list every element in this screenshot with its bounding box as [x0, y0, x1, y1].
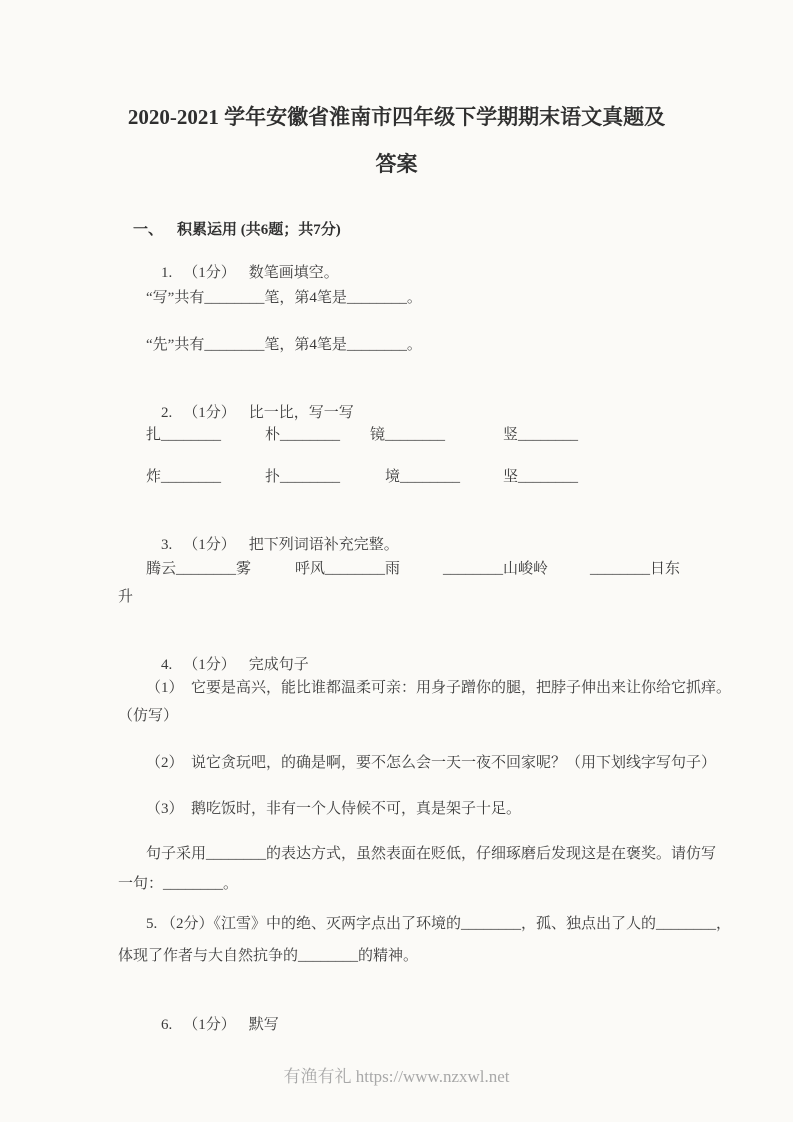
question-4-number: 4. [161, 657, 173, 673]
watermark-url: 有渔有礼 https://www.nzxwl.net [283, 1067, 510, 1086]
question-3-number: 3. [161, 537, 173, 553]
idiom-item: ________日东 [590, 561, 681, 577]
question-4-sub2: （2） 说它贪玩吧，的确是啊，要不怎么会一天一夜不回家呢？（用下划线字写句子） [146, 755, 717, 771]
idiom-item: 呼风________雨 [295, 561, 401, 577]
question-5-line-2: 体现了作者与大自然抗争的________的精神。 [118, 948, 419, 964]
idiom-item: ________山峻岭 [443, 561, 549, 577]
document-title-line-2: 答案 [375, 152, 418, 176]
compare-item: 扑________ [265, 469, 341, 485]
question-1-stem: 数笔画填空。 [248, 265, 339, 281]
document-title-line-1: 2020-2021 学年安徽省淮南市四年级下学期期末语文真题及 [127, 105, 666, 129]
compare-item: 竖________ [503, 427, 579, 443]
question-1-blank-line-xian: “先”共有________笔，第4笔是________。 [146, 337, 422, 353]
compare-item: 炸________ [146, 469, 222, 485]
question-1-number: 1. [161, 265, 173, 281]
question-2-number: 2. [161, 405, 173, 421]
question-2-compare-row-2 [0, 466, 793, 488]
question-1-blank-line-xie: “写”共有________笔，第4笔是________。 [146, 290, 422, 306]
question-6-header [146, 992, 279, 1058]
question-4-score: （1分） [183, 657, 236, 673]
question-2-compare-row-1 [0, 424, 793, 446]
compare-item: 扎________ [146, 427, 222, 443]
question-4-stem: 完成句子 [248, 657, 309, 673]
question-4-sub3: （3） 鹅吃饭时，非有一个人侍候不可，真是架子十足。 [146, 801, 522, 817]
idiom-item: 腾云________雾 [146, 561, 252, 577]
question-6-score: （1分） [183, 1017, 236, 1033]
question-2-score: （1分） [183, 405, 236, 421]
question-3-wrap-char: 升 [118, 589, 134, 605]
section-title: 积累运用 (共6题；共7分) [177, 222, 341, 238]
question-4-followup-line-1: 句子采用________的表达方式，虽然表面在贬低，仔细琢磨后发现这是在褒奖。请仿写 [146, 846, 717, 862]
compare-item: 境________ [385, 469, 461, 485]
question-3-stem: 把下列词语补充完整。 [248, 537, 399, 553]
question-4-sub1-line-1: （1） 它要是高兴，能比谁都温柔可亲：用身子蹭你的腿，把脖子伸出来让你给它抓痒。 [146, 680, 732, 696]
question-1-score: （1分） [183, 265, 236, 281]
question-3-score: （1分） [183, 537, 236, 553]
question-5-line-1: 5. （2分）《江雪》中的绝、灭两字点出了环境的________，孤、独点出了人的________， [146, 916, 732, 932]
compare-item: 坚________ [503, 469, 579, 485]
question-2-stem: 比一比，写一写 [248, 405, 354, 421]
compare-item: 朴________ [265, 427, 341, 443]
question-6-number: 6. [161, 1017, 173, 1033]
question-4-followup-line-2: 一句：________。 [118, 876, 239, 892]
section-number: 一、 [133, 222, 164, 238]
question-4-sub1-line-2: （仿写） [118, 708, 179, 724]
compare-item: 镜________ [370, 427, 446, 443]
question-3-idiom-row [0, 558, 793, 580]
question-6-stem: 默写 [248, 1017, 279, 1033]
